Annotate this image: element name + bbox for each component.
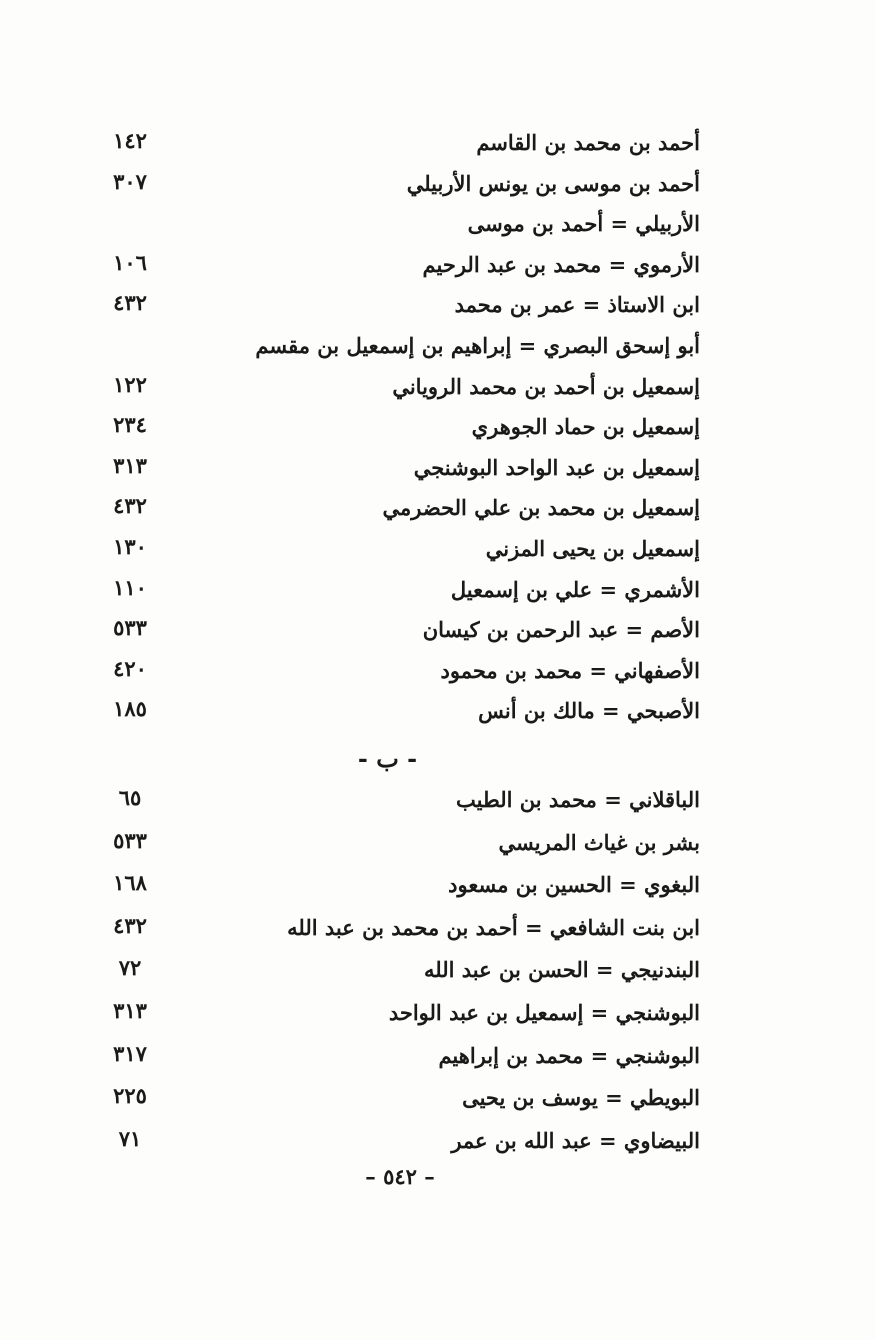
index-entry [0, 692, 875, 733]
entry-page-ref: ٥٣٣ [113, 615, 147, 641]
index-entry [0, 246, 875, 287]
entry-name: إسمعيل بن محمد بن علي الحضرمي [382, 495, 700, 521]
index-section-ba [0, 781, 875, 1164]
page-number: – ٥٤٢ – [365, 1164, 435, 1189]
index-entry [0, 205, 875, 246]
entry-page-ref: ٣١٣ [113, 452, 147, 478]
entry-page-ref: ٤٣٢ [113, 290, 147, 316]
entry-page-ref: ٢٢٥ [113, 1083, 147, 1109]
entry-name: الأصم = عبد الرحمن بن كيسان [422, 617, 700, 643]
entry-name: الأربيلي = أحمد بن موسى [467, 211, 700, 237]
entry-name: بشر بن غياث المريسي [498, 829, 700, 855]
entry-page-ref: ٣١٧ [113, 1040, 147, 1066]
entry-page-ref: ١٦٨ [113, 870, 147, 896]
entry-page-ref: ٤٣٢ [113, 493, 147, 519]
index-entry [0, 611, 875, 652]
entry-page-ref: ٥٣٣ [113, 827, 147, 853]
entry-page-ref: ٧١ [118, 1125, 142, 1151]
entry-name: البندنيجي = الحسن بن عبد الله [424, 957, 700, 983]
index-entry [0, 286, 875, 327]
entry-page-ref: ٢٣٤ [113, 412, 147, 438]
entry-name: أبو إسحق البصري = إبراهيم بن إسمعيل بن مقسم [255, 332, 700, 358]
entry-page-ref: ٤٣٢ [113, 912, 147, 938]
entry-name: إسمعيل بن يحيى المزني [485, 535, 700, 561]
entry-page-ref: ٤٢٠ [113, 655, 147, 681]
index-entry [0, 489, 875, 530]
entry-name: الباقلاني = محمد بن الطيب [456, 787, 700, 812]
index-entry [0, 951, 875, 994]
index-entry [0, 530, 875, 571]
index-entry [0, 571, 875, 612]
index-entry [0, 652, 875, 693]
index-section-alif [0, 124, 875, 733]
entry-name: ابن بنت الشافعي = أحمد بن محمد بن عبد الله [287, 914, 700, 940]
entry-name: الأصفهاني = محمد بن محمود [440, 657, 700, 683]
index-entry [0, 1122, 875, 1165]
entry-name: الأرموي = محمد بن عبد الرحيم [422, 251, 700, 277]
entry-page-ref: ١٣٠ [113, 533, 147, 559]
entry-name: البوشنجي = محمد بن إبراهيم [438, 1042, 700, 1068]
entry-name: أحمد بن موسى بن يونس الأربيلي [406, 170, 700, 196]
index-entry [0, 1079, 875, 1122]
index-entry [0, 449, 875, 490]
entry-page-ref: ١٨٥ [113, 696, 147, 722]
index-entry [0, 824, 875, 867]
entry-name: البيضاوي = عبد الله بن عمر [451, 1127, 700, 1153]
entry-name: إسمعيل بن حماد الجوهري [471, 414, 700, 440]
index-entry [0, 368, 875, 409]
entry-page-ref: ٦٥ [118, 785, 142, 810]
index-entry [0, 866, 875, 909]
entry-page-ref: ٣١٣ [113, 997, 147, 1023]
index-entry [0, 994, 875, 1037]
index-entry [0, 781, 875, 824]
entry-name: الأصبحي = مالك بن أنس [478, 698, 700, 724]
entry-page-ref: ٧٢ [118, 955, 142, 981]
entry-name: إسمعيل بن عبد الواحد البوشنجي [413, 454, 700, 480]
letter-heading-ba: - ب - [357, 744, 418, 773]
index-entry [0, 124, 875, 165]
entry-page-ref: ١١٠ [113, 574, 147, 600]
index-entry [0, 909, 875, 952]
entry-name: الأشمري = علي بن إسمعيل [450, 576, 700, 602]
index-entry [0, 1037, 875, 1080]
entry-name: البغوي = الحسين بن مسعود [448, 872, 700, 898]
entry-name: أحمد بن محمد بن القاسم [476, 130, 700, 155]
entry-page-ref: ١٢٢ [113, 371, 147, 397]
entry-name: البويطي = يوسف بن يحيى [462, 1085, 700, 1111]
entry-page-ref: ٣٠٧ [113, 168, 147, 194]
index-entry [0, 165, 875, 206]
entry-name: البوشنجي = إسمعيل بن عبد الواحد [388, 999, 700, 1025]
entry-page-ref: ١٠٦ [113, 249, 147, 275]
entry-page-ref: ١٤٢ [113, 128, 147, 153]
entry-name: إسمعيل بن أحمد بن محمد الروياني [392, 373, 700, 399]
index-entry [0, 327, 875, 368]
entry-name: ابن الاستاذ = عمر بن محمد [454, 292, 700, 318]
index-entry [0, 408, 875, 449]
